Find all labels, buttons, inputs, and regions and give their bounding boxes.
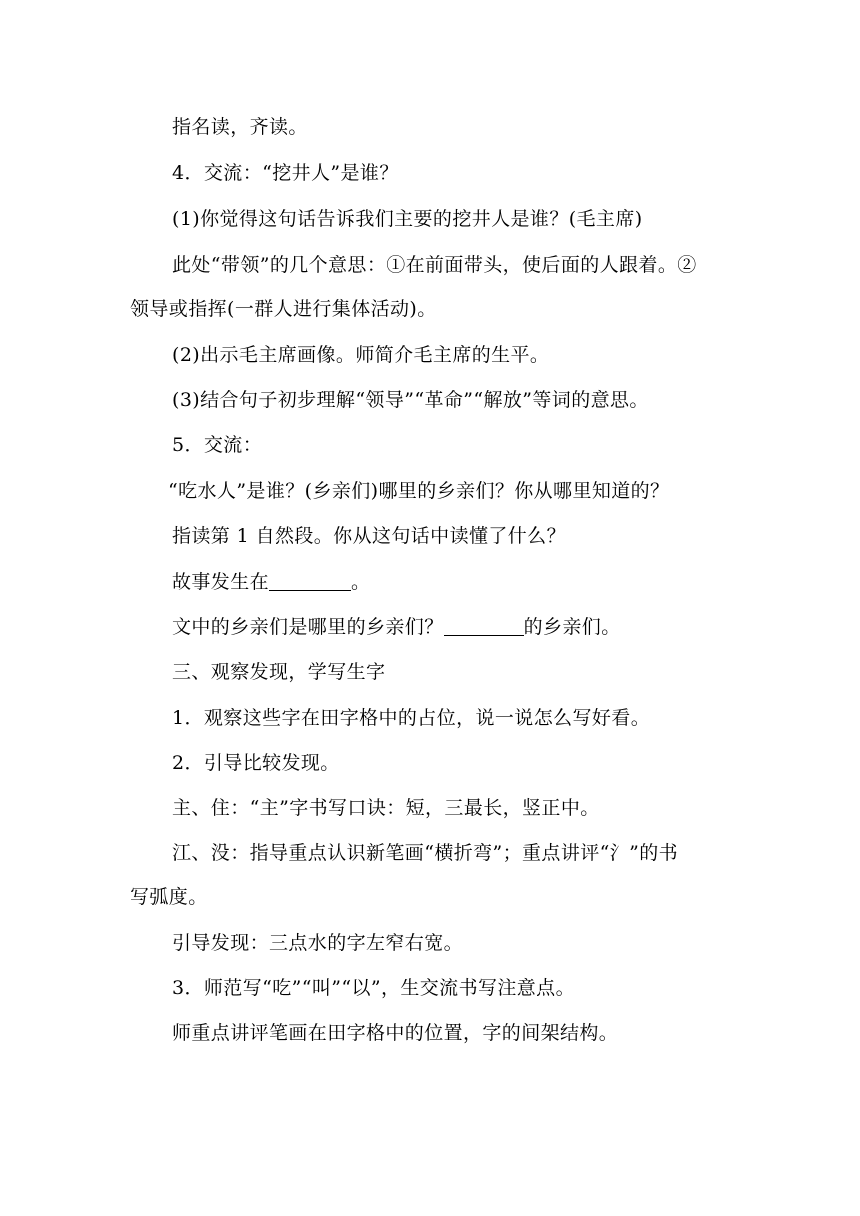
fill-blank-villagers [172,615,621,639]
answer-blank [444,615,524,636]
paragraph-reading-instruction: 指名读，齐读。 [172,116,308,138]
step-observe: 1．观察这些字在田字格中的占位，说一说怎么写好看。 [172,707,651,729]
step-model-writing: 3．师范写“吃”“叫”“以”，生交流书写注意点。 [172,977,575,999]
paragraph-dailing-meaning-cont: 领导或指挥(一群人进行集体活动)。 [130,298,437,320]
heading-step-4: 4．交流：“挖井人”是谁？ [172,162,399,184]
paragraph-stroke-position: 师重点讲评笔画在田字格中的位置，字的间架结构。 [172,1022,619,1044]
question-3: (3)结合句子初步理解“领导”“革命”“解放”等词的意思。 [172,389,649,411]
paragraph-jiang-mei-cont: 写弧度。 [130,886,208,908]
fill-blank-text: 故事发生在 [172,571,270,593]
paragraph-dailing-meaning: 此处“带领”的几个意思：①在前面带头，使后面的人跟着。② [172,254,697,276]
paragraph-jiang-mei: 江、没：指导重点认识新笔画“横折弯”；重点讲评“氵”的书 [172,842,679,864]
answer-blank [269,570,351,591]
section-heading-3: 三、观察发现，学写生字 [172,661,386,683]
fill-blank-story-location [172,570,370,594]
fill-blank-end: 的乡亲们。 [523,616,621,638]
fill-blank-end: 。 [351,571,371,593]
fill-blank-text: 文中的乡亲们是哪里的乡亲们？ [172,616,444,638]
question-1: (1)你觉得这句话告诉我们主要的挖井人是谁？(毛主席) [172,208,643,230]
paragraph-zhu-rule: 主、住：“主”字书写口诀：短，三最长，竖正中。 [172,797,600,819]
paragraph-read-first-section: 指读第 1 自然段。你从这句话中读懂了什么？ [172,525,566,547]
step-compare: 2．引导比较发现。 [172,752,340,774]
heading-step-5: 5．交流： [172,434,263,456]
paragraph-chishuiren: “吃水人”是谁？(乡亲们)哪里的乡亲们？你从哪里知道的？ [168,480,670,502]
question-2: (2)出示毛主席画像。师简介毛主席的生平。 [172,344,550,366]
paragraph-three-dot-water: 引导发现：三点水的字左窄右宽。 [172,932,464,954]
